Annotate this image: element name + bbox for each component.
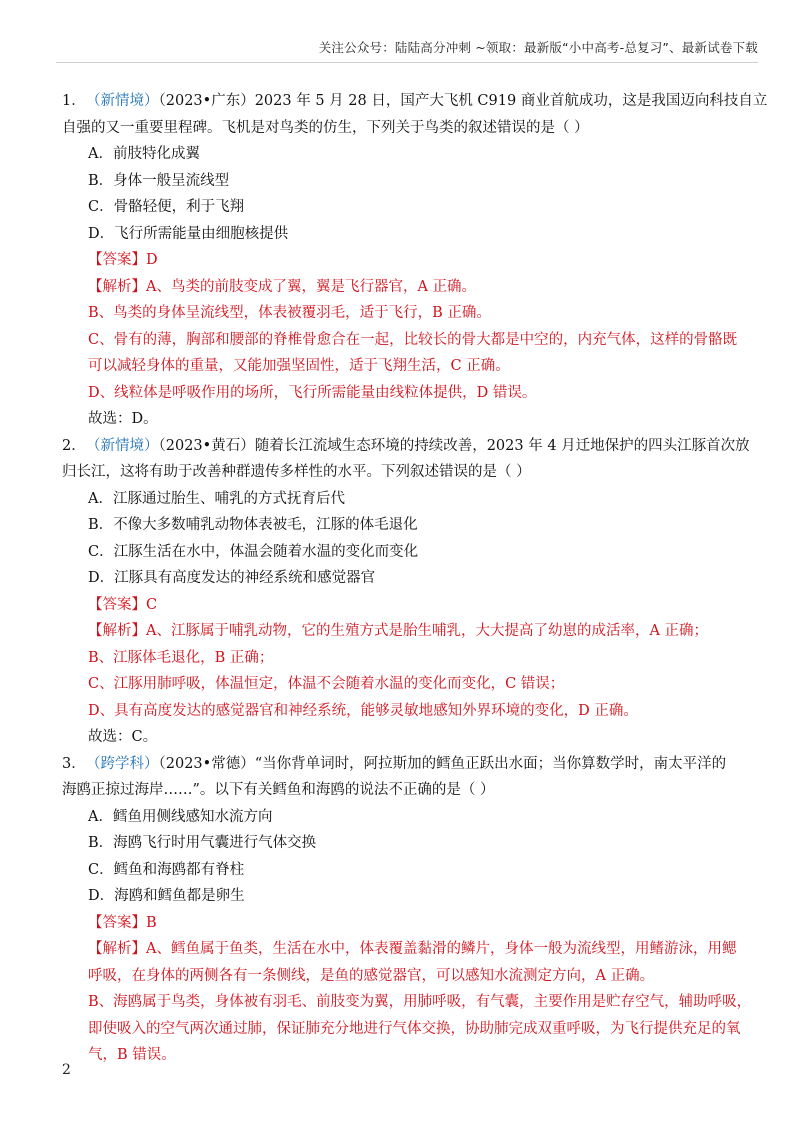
- analysis-line: 即使吸入的空气两次通过肺，保证肺充分地进行气体交换，协助肺完成双重呼吸，为飞行提供充足的氧: [88, 1020, 741, 1037]
- analysis-line: D、线粒体是呼吸作用的场所，飞行所需能量由线粒体提供，D 错误。: [88, 384, 537, 401]
- analysis-line: 气，B 错误。: [88, 1047, 176, 1063]
- page-number: 2: [62, 1062, 71, 1078]
- conclusion: 故选：D。: [88, 411, 158, 427]
- question-number: 3．: [62, 755, 86, 772]
- question-tag: （跨学科）: [86, 755, 159, 772]
- question-stem-line: 海鸥正掠过海岸……”。以下有关鳕鱼和海鸥的说法不正确的是（ ）: [62, 782, 495, 798]
- option-b: B．海鸥飞行时用气囊进行气体交换: [88, 835, 317, 851]
- analysis-line: 可以减轻身体的重量，又能加强坚固性，适于飞翔生活，C 正确。: [88, 358, 510, 374]
- document-body: [62, 88, 768, 1069]
- question-stem-line: 归长江，这将有助于改善种群遗传多样性的水平。下列叙述错误的是（ ）: [62, 464, 531, 480]
- option-c: C．鳕鱼和海鸥都有脊柱: [88, 861, 245, 878]
- conclusion: 故选：C。: [88, 729, 158, 745]
- question-stem-line: [62, 433, 750, 460]
- question-stem-line: [62, 88, 768, 115]
- question-stem: （2023•常德）“当你背单词时，阿拉斯加的鳕鱼正跃出水面；当你算数学时，南太平洋的: [158, 755, 727, 772]
- question-tag: （新情境）: [86, 93, 159, 109]
- analysis-line: 【解析】A、鸟类的前肢变成了翼，翼是飞行器官，A 正确。: [88, 278, 477, 295]
- question-3: [62, 751, 752, 1069]
- answer: 【答案】D: [88, 252, 158, 268]
- option-d: D．海鸥和鳕鱼都是卵生: [88, 888, 245, 904]
- option-c: C．江豚生活在水中，体温会随着水温的变化而变化: [88, 543, 419, 560]
- page-header: 关注公众号：陆陆高分冲刺 ~领取：最新版“小中高考-总复习”、最新试卷下载: [318, 40, 758, 55]
- answer: 【答案】B: [88, 914, 157, 931]
- question-1: [62, 88, 768, 433]
- analysis-line: 【解析】A、鳕鱼属于鱼类，生活在水中，体表覆盖黏滑的鳞片，身体一般为流线型，用鳍游泳，用鳃: [88, 941, 737, 957]
- question-stem: （2023•黄石）随着长江流域生态环境的持续改善，2023 年 4 月迁地保护的四头江豚首次放: [158, 437, 750, 454]
- analysis-line: D、具有高度发达的感觉器官和神经系统，能够灵敏地感知外界环境的变化，D 正确。: [88, 702, 638, 719]
- option-d: D．江豚具有高度发达的神经系统和感觉器官: [88, 570, 376, 586]
- question-2: [62, 433, 750, 751]
- analysis-line: 【解析】A、江豚属于哺乳动物，它的生殖方式是胎生哺乳，大大提高了幼崽的成活率，A 正确；: [88, 623, 709, 639]
- question-tag: （新情境）: [86, 437, 159, 454]
- question-number: 1．: [62, 93, 86, 109]
- option-a: A．鳕鱼用侧线感知水流方向: [88, 808, 273, 825]
- option-b: B．不像大多数哺乳动物体表被毛，江豚的体毛退化: [88, 517, 418, 533]
- analysis-line: 呼吸，在身体的两侧各有一条侧线，是鱼的感觉器官，可以感知水流测定方向，A 正确。: [88, 967, 655, 984]
- option-a: A．前肢特化成翼: [88, 146, 200, 162]
- question-stem: （2023•广东）2023 年 5 月 28 日，国产大飞机 C919 商业首航成功，这是我国迈向科技自立: [158, 93, 768, 109]
- question-stem-line: [62, 751, 742, 778]
- analysis-line: B、鸟类的身体呈流线型，体表被覆羽毛，适于飞行，B 正确。: [88, 305, 491, 321]
- analysis-line: B、海鸥属于鸟类，身体被有羽毛、前肢变为翼，用肺呼吸，有气囊，主要作用是贮存空气，辅助呼吸，: [88, 994, 752, 1010]
- analysis-line: B、江豚体毛退化，B 正确；: [88, 649, 274, 666]
- option-b: B．身体一般呈流线型: [88, 172, 230, 189]
- option-d: D．飞行所需能量由细胞核提供: [88, 225, 289, 242]
- question-stem-line: 自强的又一重要里程碑。飞机是对鸟类的仿生，下列关于鸟类的叙述错误的是（ ）: [62, 119, 589, 136]
- option-c: C．骨骼轻便，利于飞翔: [88, 199, 245, 215]
- question-number: 2．: [62, 437, 86, 454]
- option-a: A．江豚通过胎生、哺乳的方式抚育后代: [88, 490, 345, 507]
- analysis-line: C、江豚用肺呼吸，体温恒定，体温不会随着水温的变化而变化，C 错误；: [88, 676, 565, 692]
- header-divider: [56, 62, 758, 63]
- answer: 【答案】C: [88, 596, 158, 613]
- analysis-line: C、骨有的薄，胸部和腰部的脊椎骨愈合在一起，比较长的骨大都是中空的，内充气体，这样的骨骼既: [88, 331, 738, 348]
